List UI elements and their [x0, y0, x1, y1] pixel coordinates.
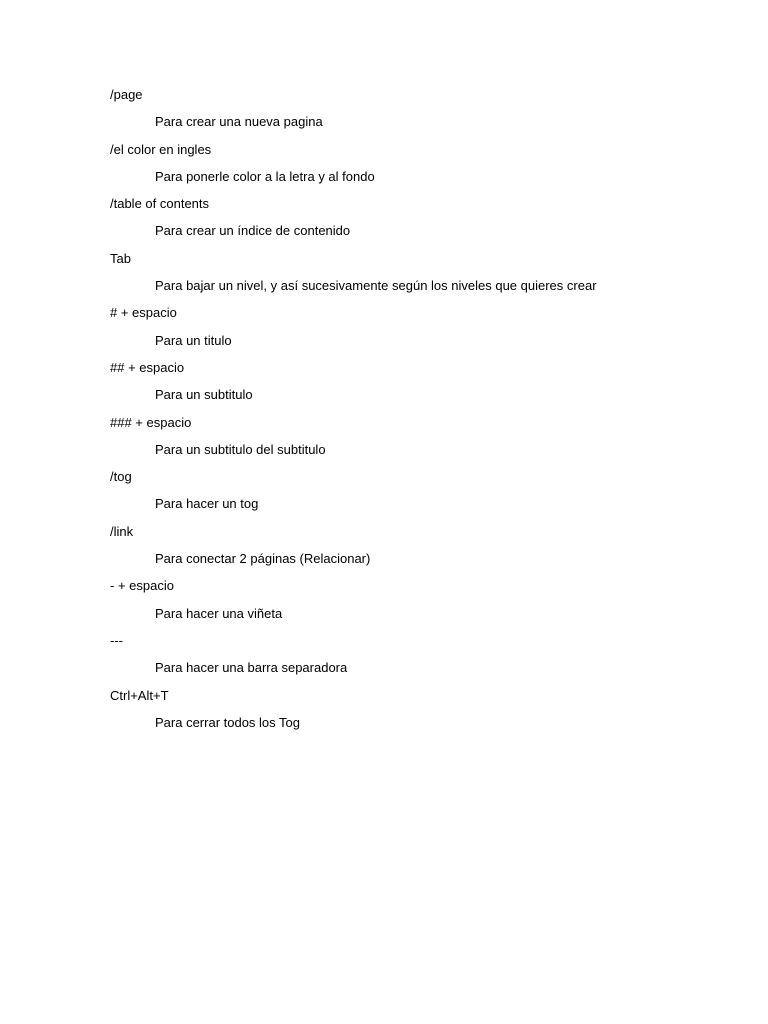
shortcut-command: /el color en ingles: [110, 141, 212, 157]
shortcut-description: Para un subtitulo del subtitulo: [155, 441, 326, 457]
shortcut-entry-divider: [110, 632, 730, 687]
shortcut-entry-link: [110, 523, 730, 578]
shortcut-command: /page: [110, 87, 143, 102]
shortcut-command: - + espacio: [110, 578, 174, 594]
shortcut-command: /table of contents: [110, 196, 210, 212]
shortcut-description: Para crear una nueva pagina: [155, 114, 323, 130]
shortcut-description: Para hacer una viñeta: [155, 605, 283, 621]
shortcut-description: Para ponerle color a la letra y al fondo: [155, 168, 375, 184]
shortcut-description: Para cerrar todos los Tog: [155, 714, 300, 730]
shortcut-description: Para hacer una barra separadora: [155, 660, 348, 676]
shortcut-entry-heading-3: [110, 414, 730, 469]
shortcut-command: ---: [110, 632, 123, 648]
shortcut-command: ## + espacio: [110, 359, 185, 375]
shortcut-description: Para crear un índice de contenido: [155, 223, 351, 239]
shortcut-command: ### + espacio: [110, 414, 192, 430]
shortcut-description: Para hacer un tog: [155, 496, 259, 512]
shortcut-command: # + espacio: [110, 305, 177, 321]
shortcut-description: Para un subtitulo: [155, 387, 253, 403]
shortcut-entry-tog: [110, 468, 730, 523]
shortcut-entry-heading-1: [110, 304, 730, 359]
shortcut-description: Para un titulo: [155, 332, 232, 348]
shortcut-list: [110, 86, 730, 741]
shortcut-entry-bullet: [110, 577, 730, 632]
shortcut-command: Ctrl+Alt+T: [110, 687, 169, 703]
shortcut-entry-collapse-toggles: [110, 687, 730, 742]
shortcut-entry-color: [110, 141, 730, 196]
shortcut-description: Para conectar 2 páginas (Relacionar): [155, 551, 371, 567]
shortcut-entry-heading-2: [110, 359, 730, 414]
shortcut-command: /tog: [110, 469, 132, 485]
shortcut-description: Para bajar un nivel, y así sucesivamente según los niveles que quieres crear: [155, 278, 597, 294]
shortcut-entry-page: [110, 86, 730, 141]
shortcut-command: /link: [110, 523, 134, 539]
shortcut-entry-tab: [110, 250, 730, 305]
shortcut-command: Tab: [110, 250, 131, 266]
shortcut-entry-table-of-contents: [110, 195, 730, 250]
